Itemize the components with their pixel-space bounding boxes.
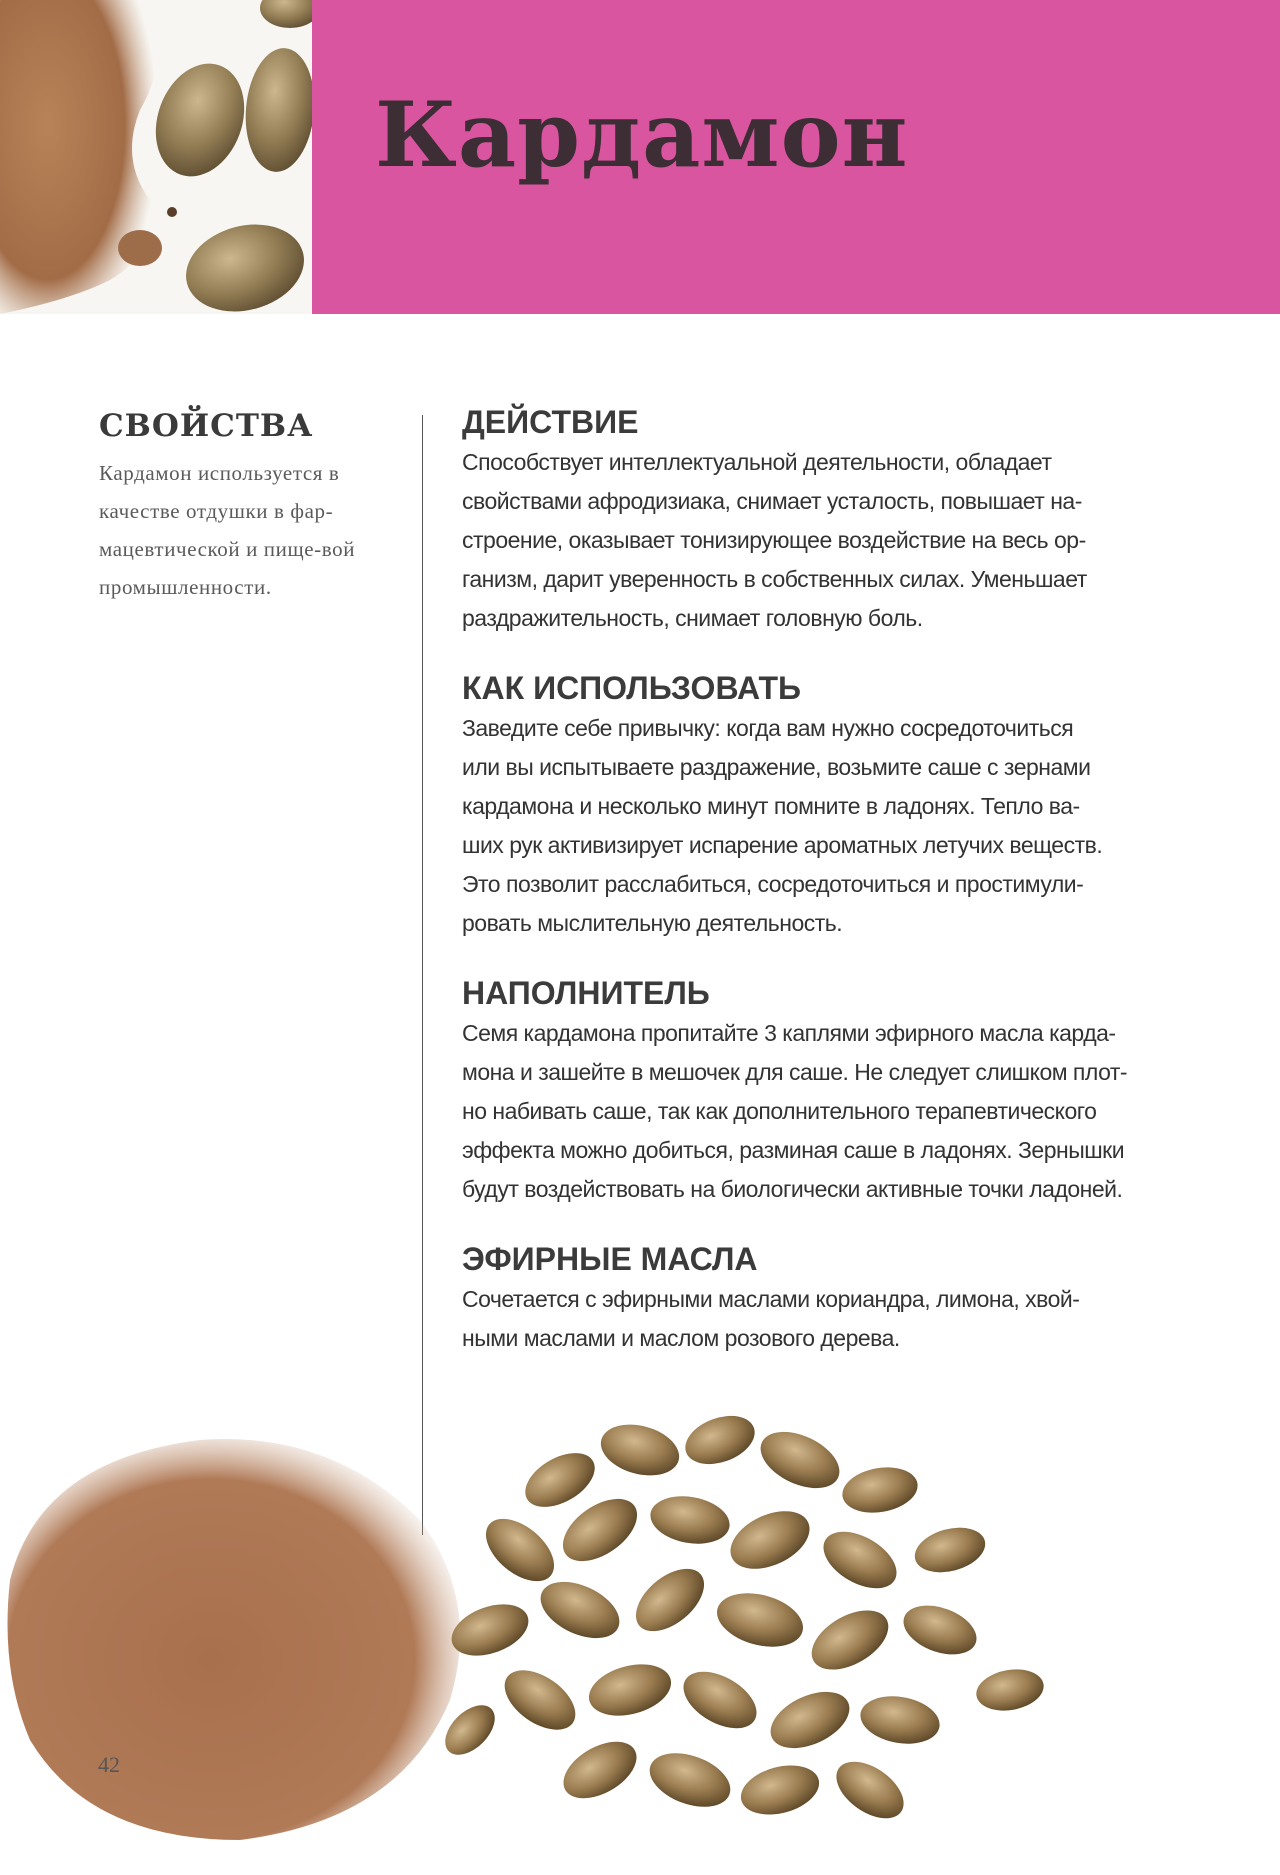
section-essential-oils — [462, 1241, 1182, 1358]
sidebar-heading: СВОЙСТВА — [99, 408, 314, 444]
section-filler — [462, 975, 1182, 1209]
section-text: Способствует интеллектуальной деятельности, обладает свойствами афродизиака, снимает усталость, повышает на- строение, оказывает тонизирующее воздействие на весь ор- ганизм, дарит уверенность в собственных силах. Уменьшает раздражительность, снимает головную боль. — [462, 449, 1087, 631]
section-heading: КАК ИСПОЛЬЗОВАТЬ — [462, 670, 802, 706]
section-text: Семя кардамона пропитайте 3 каплями эфирного масла карда- мона и зашейте в мешочек для саше. Не следует слишком плот- но набивать саше, так как дополнительного терапевтического эффекта можно добиться, разминая саше в ладонях. Зернышки будут воздействовать на биологически активные точки ладоней. — [462, 1020, 1128, 1202]
section-heading: НАПОЛНИТЕЛЬ — [462, 975, 710, 1011]
section-text: Заведите себе привычку: когда вам нужно сосредоточиться или вы испытываете раздражение, возьмите саше с зернами кардамона и несколько минут помните в ладонях. Тепло ва- ших рук активизирует испарение ароматных летучих веществ. Это позволит расслабиться, сосредоточиться и простимули- ровать мыслительную деятельность. — [462, 715, 1103, 936]
section-heading: ДЕЙСТВИЕ — [462, 404, 639, 440]
page-header — [0, 0, 1280, 314]
column-divider — [422, 415, 423, 1535]
cardamom-bottom-photo — [0, 1400, 1100, 1870]
cardamom-pods-illustration — [0, 0, 312, 314]
cardamom-powder-and-seeds-illustration — [0, 1400, 1100, 1870]
properties-sidebar — [99, 408, 399, 606]
cardamom-header-photo — [0, 0, 312, 314]
section-action — [462, 404, 1182, 638]
section-heading: ЭФИРНЫЕ МАСЛА — [462, 1241, 758, 1277]
sidebar-text: Кардамон используется в качестве отдушки в фар-мацевтической и пище-вой промышленности. — [99, 461, 356, 599]
section-how-to-use — [462, 670, 1182, 943]
section-text: Сочетается с эфирными маслами кориандра, лимона, хвой- ными маслами и маслом розового дерева. — [462, 1286, 1080, 1351]
page-title: Кардамон — [375, 82, 909, 188]
page-number: 42 — [98, 1752, 120, 1777]
main-content — [462, 404, 1182, 1390]
